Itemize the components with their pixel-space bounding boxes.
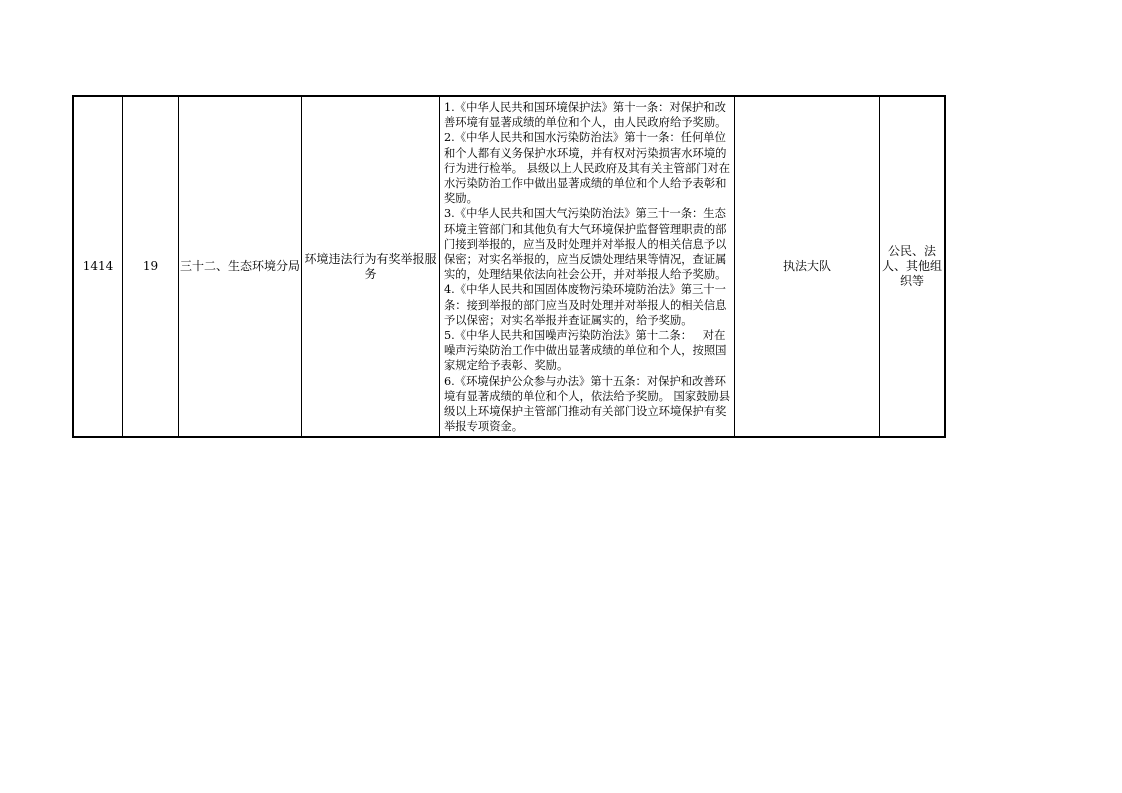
cell-id: 1414 (73, 96, 123, 437)
basis-clause-4: 4.《中华人民共和国固体废物污染环境防治法》第三十一条：接到举报的部门应当及时处理并对举报人的相关信息予以保密；对实名举报并查证属实的，给予奖励。 (444, 283, 727, 327)
basis-clause-5: 5.《中华人民共和国噪声污染防治法》第十二条： 对在噪声污染防治工作中做出显著成绩的单位和个人，按照国家规定给予表彰、奖励。 (444, 329, 727, 373)
cell-service-item: 环境违法行为有奖举报服务 (302, 96, 440, 437)
basis-clause-2: 2.《中华人民共和国水污染防治法》第十一条：任何单位和个人都有义务保护水环境，并有权对污染损害水环境的行为进行检举。 县级以上人民政府及其有关主管部门对在水污染防治工作中做出显著成绩的单位和个人给予表彰和奖励。 (444, 131, 731, 206)
cell-legal-basis (440, 96, 735, 437)
cell-service-target: 公民、法人、其他组织等 (880, 96, 946, 437)
cell-seq: 19 (123, 96, 179, 437)
basis-clause-1: 1.《中华人民共和国环境保护法》第十一条：对保护和改善环境有显著成绩的单位和个人，由人民政府给予奖励。 (444, 101, 727, 130)
cell-department: 三十二、生态环境分局 (179, 96, 302, 437)
cell-implementing-body: 执法大队 (735, 96, 880, 437)
basis-clause-3: 3.《中华人民共和国大气污染防治法》第三十一条：生态环境主管部门和其他负有大气环境保护监督管理职责的部门接到举报的，应当及时处理并对举报人的相关信息予以保密；对实名举报的，应当反馈处理结果等情况，查证属实的，处理结果依法向社会公开，并对举报人给予奖励。 (444, 207, 727, 282)
basis-clause-6: 6.《环境保护公众参与办法》第十五条：对保护和改善环境有显著成绩的单位和个人，依法给予奖励。 国家鼓励县级以上环境保护主管部门推动有关部门设立环境保护有奖举报专项资金。 (444, 374, 731, 434)
record-table (72, 95, 946, 438)
table-row (73, 96, 945, 437)
